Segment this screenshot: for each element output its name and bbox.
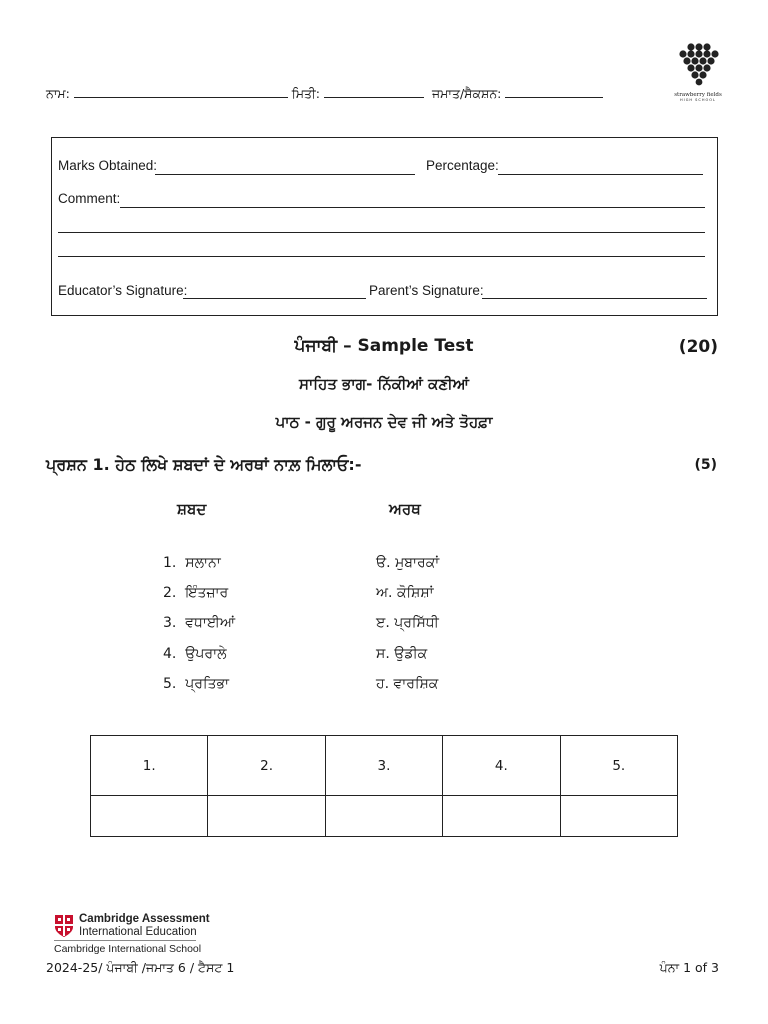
answer-table-header: 2. [208,736,325,796]
word-number: 1. [163,555,177,571]
answer-cell[interactable] [560,796,677,837]
comment-blank-2[interactable] [58,232,705,233]
word-item [163,615,235,631]
footer-logo-divider [54,940,196,941]
cambridge-shield-icon [54,914,74,938]
word-number: 5. [163,676,177,692]
grape-cluster-icon [672,42,724,88]
word-number: 4. [163,646,177,662]
word-text: ਇੰਤਜ਼ਾਰ [185,585,229,601]
date-label: ਮਿਤੀ: [291,86,321,101]
answer-table [90,735,678,837]
educator-signature-label: Educator’s Signature: [58,283,188,298]
word-number: 2. [163,585,177,601]
word-text: ਵਧਾਈਆਂ [185,615,236,631]
logo-sub: HIGH SCHOOL [680,98,716,102]
question-text: ਪ੍ਰਸ਼ਨ 1. ਹੇਠ ਲਿਖੇ ਸ਼ਬਦਾਂ ਦੇ ਅਰਥਾਂ ਨਾਲ਼ ਮਿਲਾਓ:- [46,455,362,474]
test-title: ਪੰਜਾਬੀ – Sample Test [294,336,474,356]
meaning-item: ਅ. ਕੋਸ਼ਿਸ਼ਾਂ [376,585,434,601]
word-text: ਸਲਾਨਾ [185,555,221,571]
cambridge-line1: Cambridge Assessment [79,913,210,925]
marks-obtained-label: Marks Obtained: [58,158,158,173]
word-item [163,676,229,692]
answer-table-header: 3. [325,736,442,796]
lesson-title: ਪਾਠ - ਗੁਰੂ ਅਰਜਨ ਦੇਵ ਜੀ ਅਤੇ ਤੋਹਫ਼ਾ [275,413,493,431]
school-logo [672,42,724,102]
word-text: ਉਪਰਾਲੇ [185,646,227,662]
answer-cell[interactable] [208,796,325,837]
word-item [163,646,227,662]
meaning-item: ਹ. ਵਾਰਸ਼ਿਕ [376,676,439,692]
answer-table-header: 5. [560,736,677,796]
total-marks: (20) [678,337,718,357]
meaning-item: ੳ. ਮੁਬਾਰਕਾਂ [376,555,440,571]
question-marks: (5) [694,457,717,473]
words-column-header: ਸ਼ਬਦ [177,500,207,518]
date-blank[interactable] [324,87,424,98]
answer-cell[interactable] [91,796,208,837]
percentage-label: Percentage: [426,158,499,173]
word-item [163,585,228,601]
cambridge-school: Cambridge International School [54,943,202,955]
class-blank[interactable] [505,87,603,98]
class-label: ਜਮਾਤ/ਸੈਕਸ਼ਨ: [432,86,502,101]
cambridge-line2: International Education [79,926,197,938]
word-text: ਪ੍ਰਤਿਭਾ [185,676,230,692]
name-label: ਨਾਮ: [46,86,70,101]
meanings-column-header: ਅਰਥ [389,500,421,518]
comment-blank-1[interactable] [120,207,705,208]
section-title: ਸਾਹਿਤ ਭਾਗ- ਨਿੱਕੀਆਂ ਕਣੀਆਂ [299,375,469,393]
parent-signature-blank[interactable] [482,298,707,299]
meaning-item: ੲ. ਪ੍ਰਸਿੱਧੀ [376,615,439,631]
comment-blank-3[interactable] [58,256,705,257]
percentage-blank[interactable] [498,174,703,175]
marks-obtained-blank[interactable] [155,174,415,175]
name-blank[interactable] [74,87,288,98]
word-item [163,555,221,571]
meaning-item: ਸ. ਉਡੀਕ [376,646,428,662]
answer-table-header: 1. [91,736,208,796]
word-number: 3. [163,615,177,631]
answer-cell[interactable] [443,796,560,837]
header-fields [46,86,603,102]
page-number: ਪੰਨਾ 1 of 3 [659,960,719,975]
answer-table-header: 4. [443,736,560,796]
footer-left-text: 2024-25/ ਪੰਜਾਬੀ /ਜਮਾਤ 6 / ਟੈਸਟ 1 [46,960,235,975]
parent-signature-label: Parent’s Signature: [369,283,484,298]
logo-name: strawberry fields [674,92,722,98]
comment-label: Comment: [58,191,121,206]
educator-signature-blank[interactable] [183,298,366,299]
marks-box [51,137,718,316]
answer-cell[interactable] [325,796,442,837]
